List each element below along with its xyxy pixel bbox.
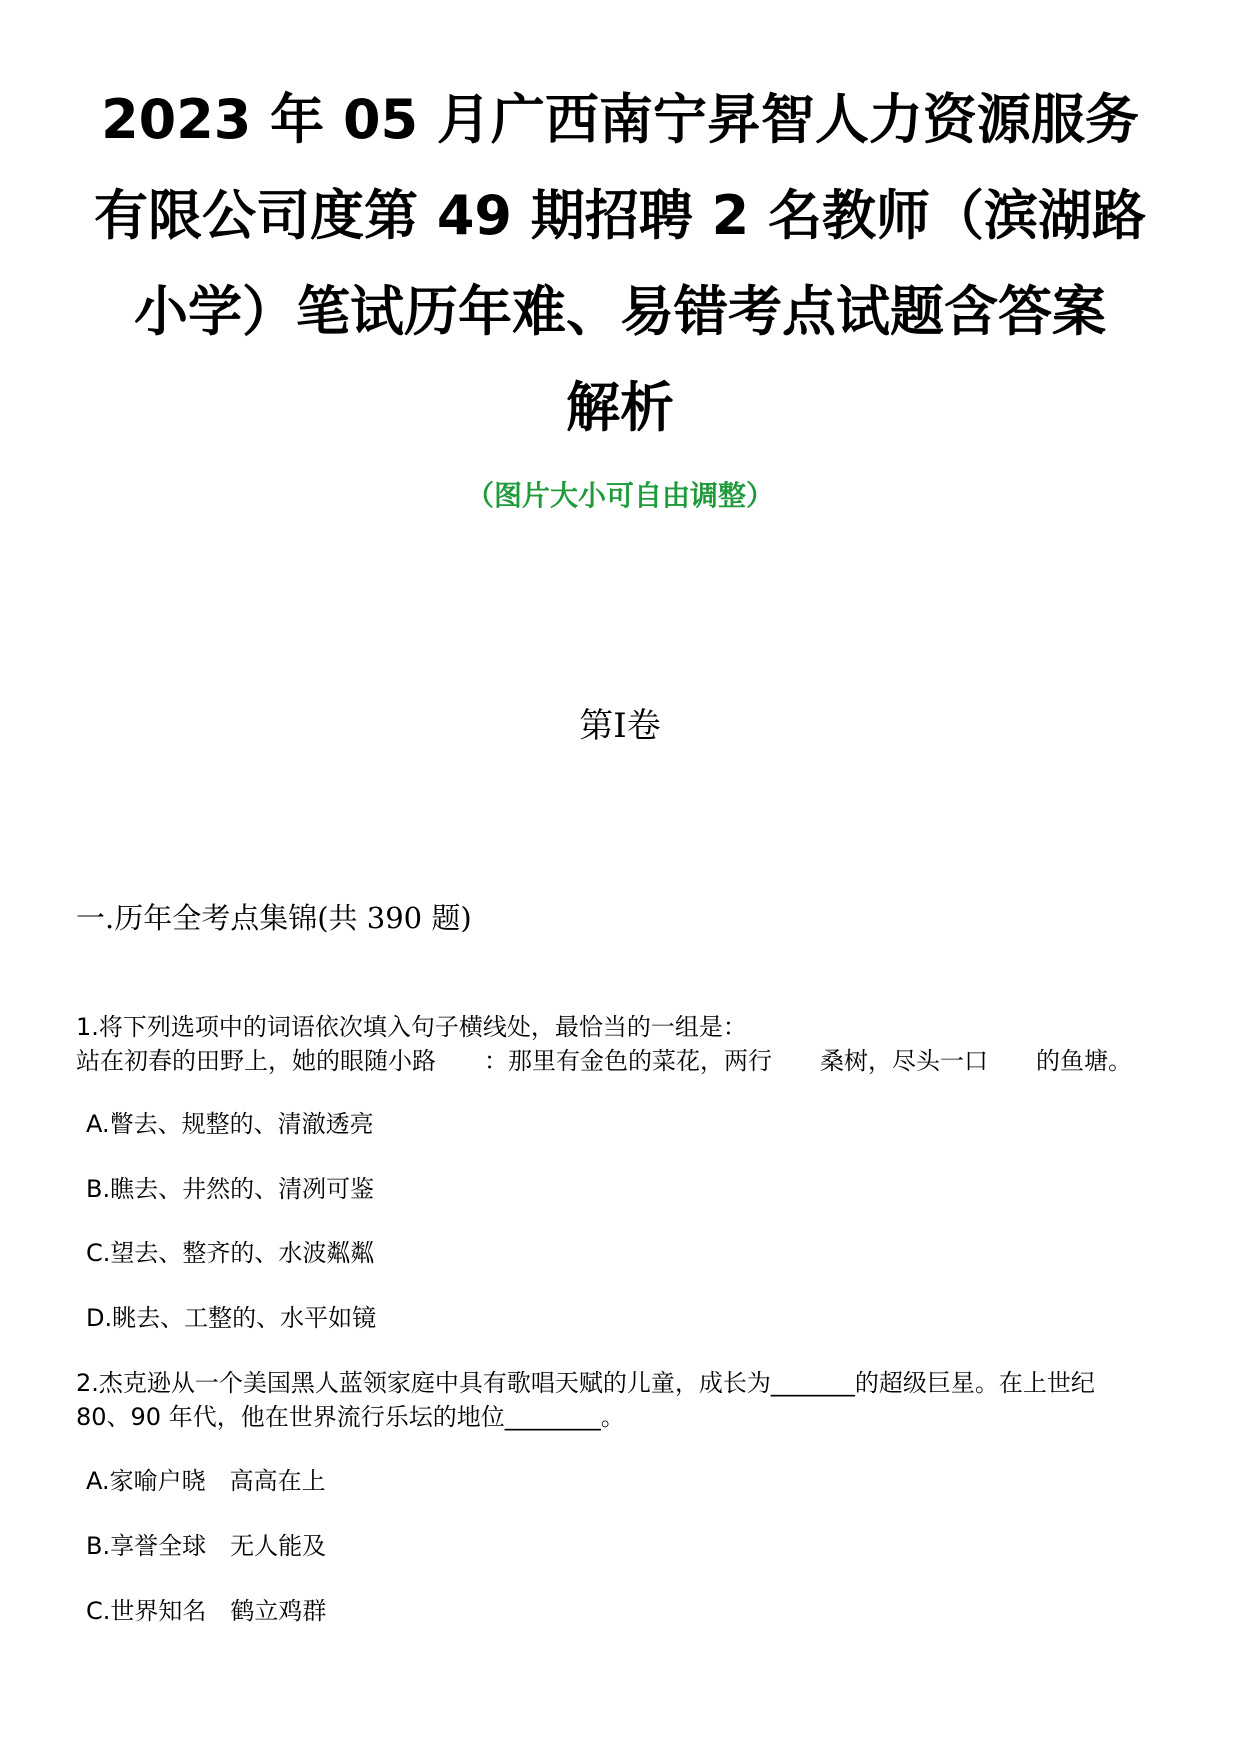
- volume-heading: 第Ⅰ卷: [579, 706, 661, 746]
- title-line: 有限公司度第 49 期招聘 2 名教师（滨湖路: [94, 184, 1146, 247]
- document-title: [60, 72, 1180, 456]
- question-2-option-b: B.享誉全球 无人能及: [86, 1532, 327, 1560]
- question-2-stem-cont: 80、90 年代，他在世界流行乐坛的地位________。: [76, 1403, 625, 1431]
- question-2-option-c: C.世界知名 鹤立鸡群: [86, 1597, 327, 1625]
- question-1-stem: 1.将下列选项中的词语依次填入句子横线处，最恰当的一组是：: [76, 1013, 747, 1041]
- title-line: 2023 年 05 月广西南宁昇智人力资源服务: [101, 88, 1139, 151]
- question-1-option-c: C.望去、整齐的、水波粼粼: [86, 1239, 375, 1267]
- question-1-option-a: A.瞥去、规整的、清澈透亮: [86, 1110, 374, 1138]
- section-heading: 一.历年全考点集锦(共 390 题): [76, 901, 472, 935]
- question-1-sentence: 站在初春的田野上，她的眼随小路 ：那里有金色的菜花，两行 桑树，尽头一口 的鱼塘。: [76, 1047, 1132, 1075]
- image-note: （图片大小可自由调整）: [465, 479, 774, 512]
- question-1-option-d: D.眺去、工整的、水平如镜: [86, 1304, 377, 1332]
- title-line: 解析: [566, 376, 674, 439]
- title-line: 小学）笔试历年难、易错考点试题含答案: [134, 280, 1106, 343]
- question-2-stem: 2.杰克逊从一个美国黑人蓝领家庭中具有歌唱天赋的儿童，成长为_______的超级巨星。在上世纪: [76, 1369, 1095, 1397]
- question-2-option-a: A.家喻户晓 高高在上: [86, 1467, 326, 1495]
- question-1-option-b: B.瞧去、井然的、清冽可鉴: [86, 1175, 375, 1203]
